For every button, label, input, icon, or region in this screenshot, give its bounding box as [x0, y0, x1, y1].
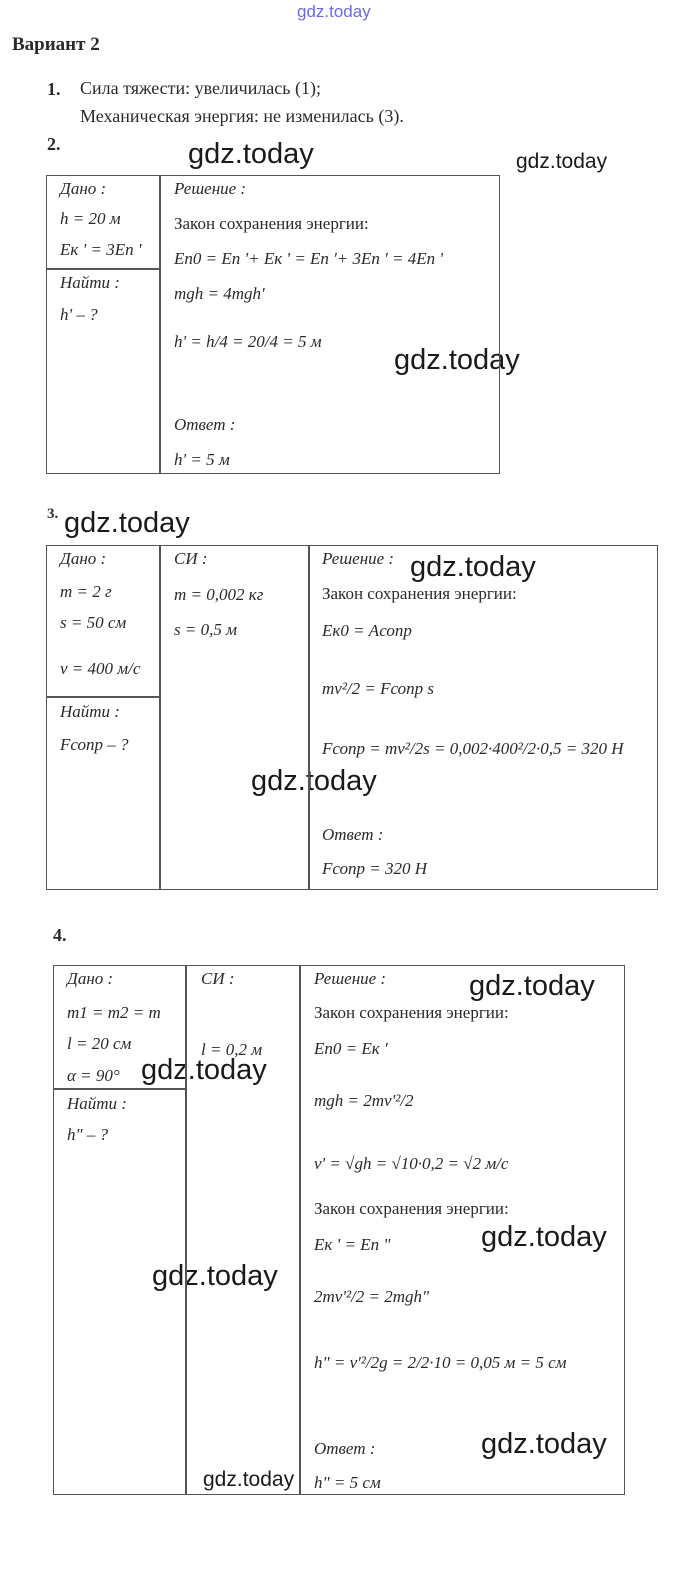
given-item: h = 20 м: [60, 209, 121, 228]
watermark: gdz.today: [297, 2, 371, 21]
task1-line2: Механическая энергия: не изменилась (3).: [80, 106, 404, 126]
given-item: m1 = m2 = m: [67, 1003, 161, 1022]
given-label: Дано :: [60, 549, 107, 568]
answer-value: h' = 5 м: [174, 450, 230, 469]
equation: Eп0 = Eп '+ Eк ' = Eп '+ 3Eп ' = 4Eп ': [174, 249, 444, 268]
si-item: m = 0,002 кг: [174, 585, 264, 604]
task-number: 3.: [47, 506, 59, 522]
given-item: s = 50 см: [60, 613, 127, 632]
law-text: Закон сохранения энергии:: [174, 214, 369, 233]
watermark: gdz.today: [188, 138, 314, 170]
solution-label: Решение :: [174, 179, 247, 198]
si-item: l = 0,2 м: [201, 1040, 263, 1059]
equation: h" = v'²/2g = 2/2·10 = 0,05 м = 5 см: [314, 1353, 567, 1372]
given-item: l = 20 см: [67, 1034, 132, 1053]
find-value: Fсопр – ?: [60, 735, 129, 754]
answer-value: Fсопр = 320 Н: [322, 859, 428, 878]
given-label: Дано :: [67, 969, 114, 988]
si-label: СИ :: [174, 549, 208, 568]
watermark: gdz.today: [203, 1468, 295, 1491]
law-text: Закон сохранения энергии:: [314, 1003, 509, 1022]
law-text: Закон сохранения энергии:: [314, 1199, 509, 1218]
si-item: s = 0,5 м: [174, 620, 237, 639]
find-cell: [53, 1088, 187, 1495]
watermark: gdz.today: [152, 1260, 278, 1292]
given-item: α = 90°: [67, 1066, 120, 1085]
equation: 2mv'²/2 = 2mgh": [314, 1287, 430, 1306]
equation: mgh = 2mv'²/2: [314, 1091, 414, 1110]
equation: Eк ' = Eп ": [314, 1235, 391, 1254]
solution-label: Решение :: [322, 549, 395, 568]
watermark: gdz.today: [251, 765, 377, 797]
answer-label: Ответ :: [322, 825, 384, 844]
watermark: gdz.today: [141, 1054, 267, 1086]
equation: h' = h/4 = 20/4 = 5 м: [174, 332, 322, 351]
watermark: gdz.today: [516, 150, 608, 173]
given-label: Дано :: [60, 179, 107, 198]
find-value: h' – ?: [60, 305, 98, 324]
find-value: h" – ?: [67, 1125, 109, 1144]
law-text: Закон сохранения энергии:: [322, 584, 517, 603]
find-cell: [46, 696, 161, 890]
task-number: 2.: [47, 134, 61, 154]
answer-label: Ответ :: [314, 1439, 376, 1458]
solution-label: Решение :: [314, 969, 387, 988]
answer-value: h" = 5 см: [314, 1473, 381, 1492]
watermark: gdz.today: [481, 1428, 607, 1460]
find-label: Найти :: [67, 1094, 127, 1113]
task1-line1: Сила тяжести: увеличилась (1);: [80, 78, 321, 98]
task-number: 1.: [47, 79, 61, 99]
find-cell: [46, 268, 161, 474]
watermark: gdz.today: [64, 507, 190, 539]
equation: mv²/2 = Fсопр s: [322, 679, 434, 698]
watermark: gdz.today: [394, 344, 520, 376]
watermark: gdz.today: [469, 970, 595, 1002]
given-item: m = 2 г: [60, 582, 112, 601]
equation: mgh = 4mgh': [174, 284, 265, 303]
equation: Eп0 = Eк ': [314, 1039, 388, 1058]
given-item: v = 400 м/с: [60, 659, 141, 678]
equation: v' = √gh = √10·0,2 = √2 м/с: [314, 1154, 509, 1173]
task-number: 4.: [53, 925, 67, 945]
find-label: Найти :: [60, 273, 120, 292]
si-label: СИ :: [201, 969, 235, 988]
given-item: Eк ' = 3Eп ': [60, 240, 142, 259]
watermark: gdz.today: [481, 1221, 607, 1253]
answer-label: Ответ :: [174, 415, 236, 434]
page-title: Вариант 2: [12, 34, 100, 55]
equation: Eк0 = Aсопр: [322, 621, 412, 640]
find-label: Найти :: [60, 702, 120, 721]
watermark: gdz.today: [410, 551, 536, 583]
equation: Fсопр = mv²/2s = 0,002·400²/2·0,5 = 320 Н: [322, 739, 624, 758]
